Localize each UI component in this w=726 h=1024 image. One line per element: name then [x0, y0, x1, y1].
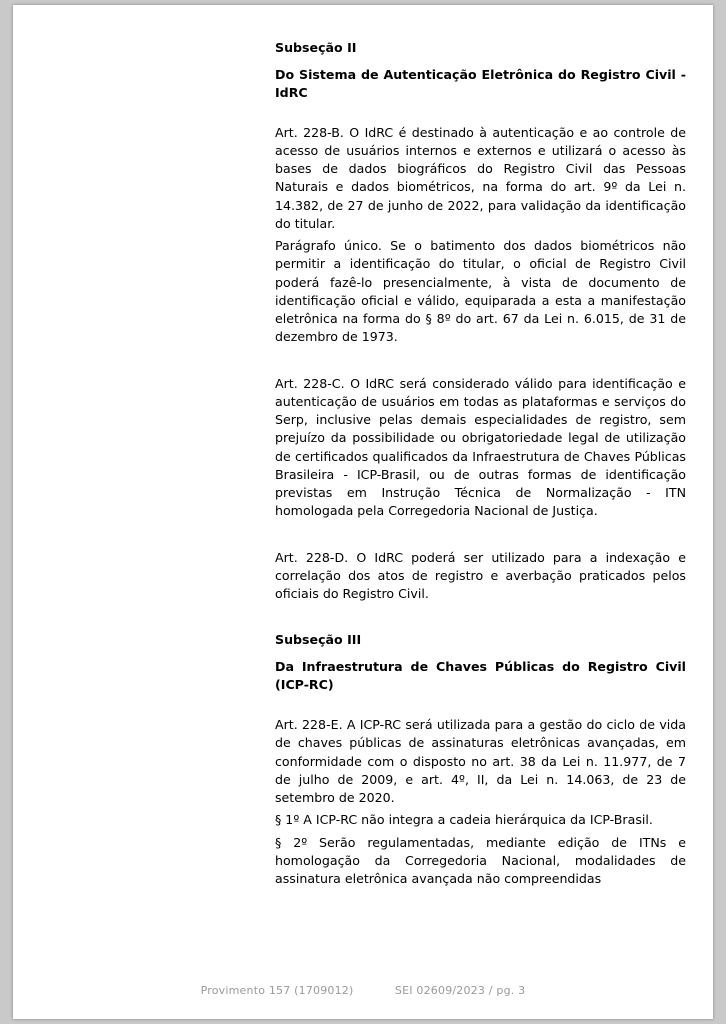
footer-document-reference: Provimento 157 (1709012)	[200, 984, 354, 997]
paragraph-art-228b: Art. 228-B. O IdRC é destinado à autenticação e ao controle de acesso de usuários internos e externos e utilizará o acesso às bases de dados biográficos do Registro Civil das Pessoas Naturais e dados biométricos, na forma do art. 9º da Lei n. 14.382, de 27 de junho de 2022, para validação da identificação do titular.	[275, 124, 686, 231]
paragraph-art-228d: Art. 228-D. O IdRC poderá ser utilizado para a indexação e correlação dos atos de registro e averbação praticados pelos oficiais do Registro Civil.	[275, 549, 686, 602]
paragraph-art-228b-unico: Parágrafo único. Se o batimento dos dados biométricos não permitir a identificação do titular, o oficial de Registro Civil poderá fazê-lo presencialmente, à vista de documento de identificação oficial e válido, equiparada a esta a manifestação eletrônica na forma do § 8º do art. 67 da Lei n. 6.015, de 31 de dezembro de 1973.	[275, 238, 686, 345]
paragraph-art-228e-par-1: § 1º A ICP-RC não integra a cadeia hierárquica da ICP-Brasil.	[275, 812, 653, 828]
document-page	[13, 5, 713, 1019]
footer-page-reference: SEI 02609/2023 / pg. 3	[394, 984, 526, 997]
paragraph-art-228c: Art. 228-C. O IdRC será considerado válido para identificação e autenticação de usuários em todas as plataformas e serviços do Serp, inclusive pelas demais especialidades de registro, sem prejuízo da possibilidade ou obrigatoriedade legal de utilização de certificados qualificados da Infraestrutura de Chaves Públicas Brasileira - ICP-Brasil, ou de outras formas de identificação previstas em Instrução Técnica de Normalização - ITN homologada pela Corregedoria Nacional de Justiça.	[275, 375, 686, 519]
document-body	[275, 39, 686, 892]
subsection-2-label: Subseção II	[275, 40, 357, 55]
subsection-2-title: Do Sistema de Autenticação Eletrônica do Registro Civil - IdRC	[275, 66, 686, 100]
subsection-3-title: Da Infraestrutura de Chaves Públicas do Registro Civil (ICP-RC)	[275, 659, 686, 693]
subsection-3-label: Subseção III	[275, 632, 362, 648]
page-footer	[13, 984, 713, 997]
paragraph-art-228e-par-2: § 2º Serão regulamentadas, mediante edição de ITNs e homologação da Corregedoria Nacional, modalidades de assinatura eletrônica avançada não compreendidas	[275, 834, 686, 886]
paragraph-art-228e: Art. 228-E. A ICP-RC será utilizada para a gestão do ciclo de vida de chaves públicas de assinaturas eletrônicas avançadas, em conformidade com o disposto no art. 38 da Lei n. 11.977, de 7 de julho de 2009, e art. 4º, II, da Lei n. 14.063, de 23 de setembro de 2020.	[275, 717, 686, 805]
